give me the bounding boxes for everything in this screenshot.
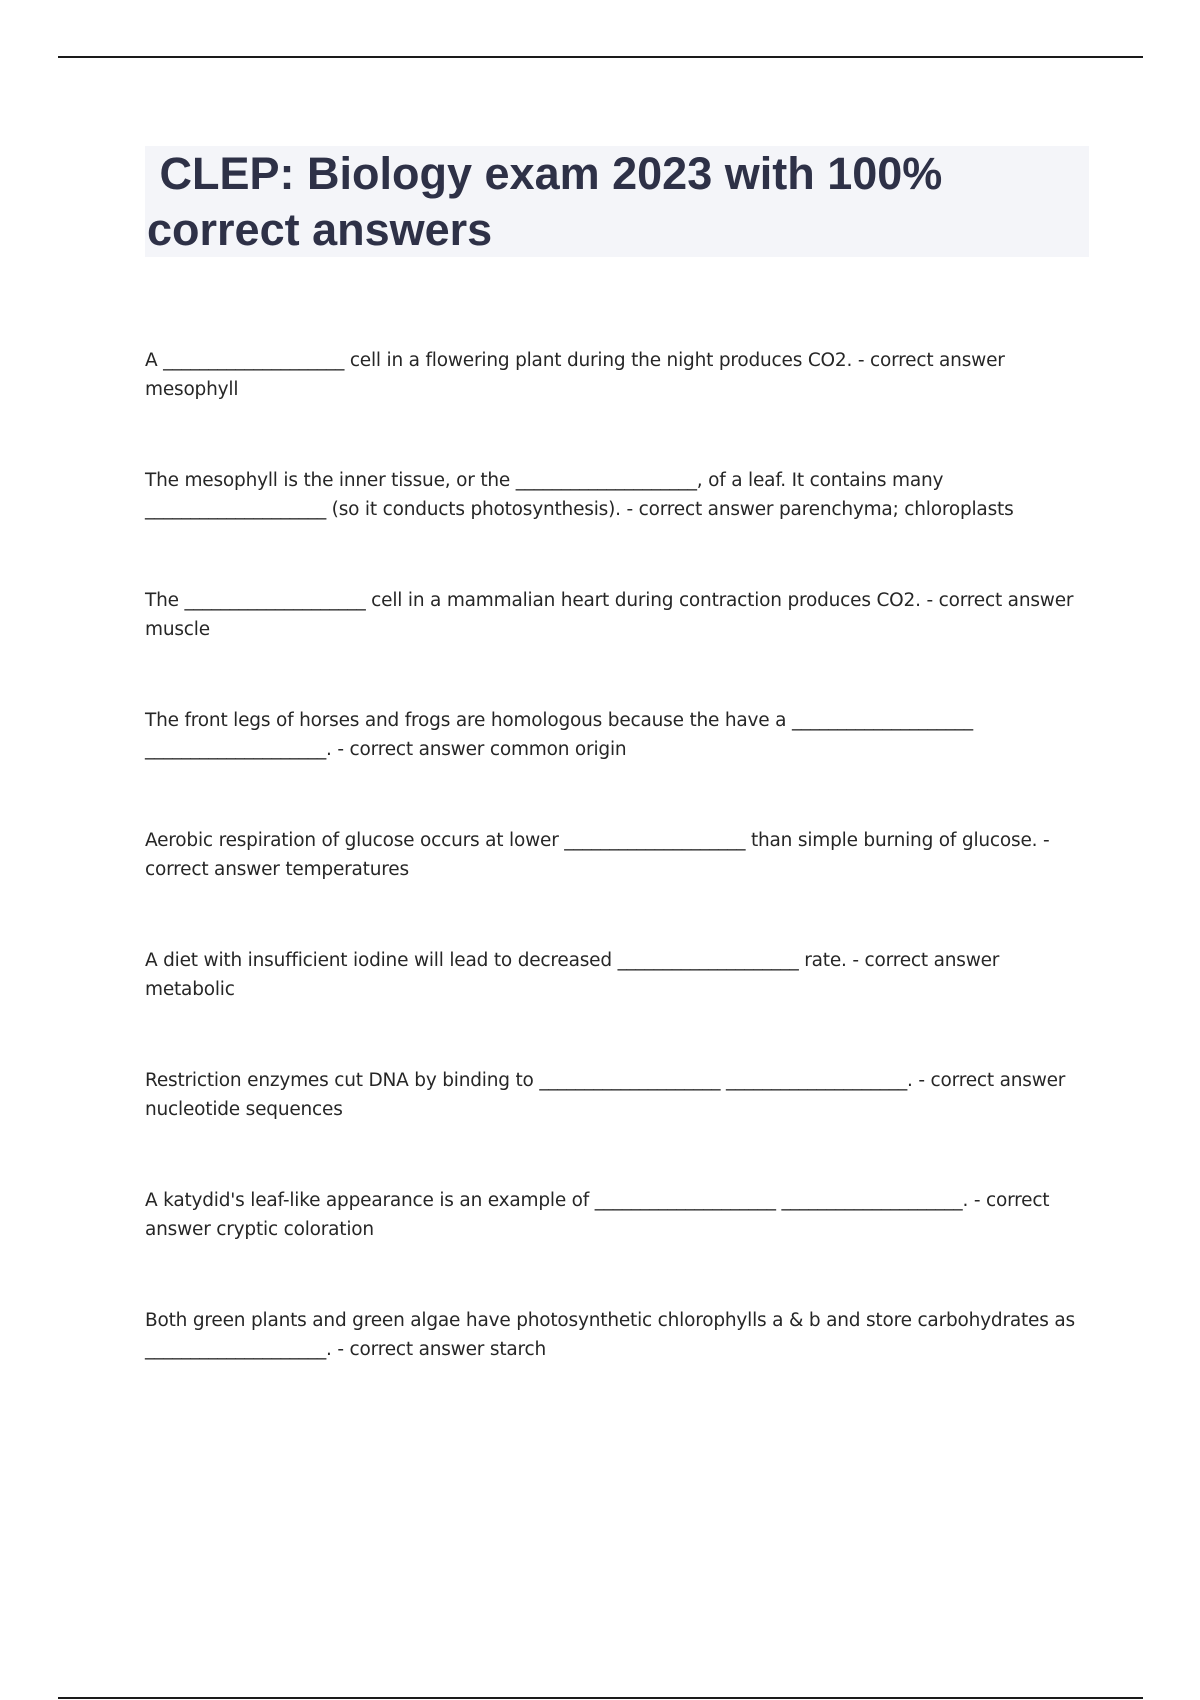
question-item: Aerobic respiration of glucose occurs at lower ____________________ than simple burning of glucose. - correct answer temperatures <box>145 830 1050 880</box>
question-item: Both green plants and green algae have photosynthetic chlorophylls a & b and store carbohydrates as ____________________. - correct answer starch <box>145 1310 1075 1360</box>
document-title: CLEP: Biology exam 2023 with 100% correct answers <box>147 148 955 255</box>
question-item: The front legs of horses and frogs are homologous because the have a ____________________ ____________________. - correct answer common origin <box>145 710 973 760</box>
top-rule <box>58 56 1143 58</box>
question-item: The ____________________ cell in a mammalian heart during contraction produces CO2. - correct answer muscle <box>145 590 1074 640</box>
bottom-rule <box>58 1697 1143 1699</box>
question-item: The mesophyll is the inner tissue, or the ____________________, of a leaf. It contains many ____________________ (so it conducts photosynthesis). - correct answer parenchyma; chloroplasts <box>145 470 1014 520</box>
question-item: A ____________________ cell in a flowering plant during the night produces CO2. - correct answer mesophyll <box>145 350 1005 400</box>
question-item: A katydid's leaf-like appearance is an example of ____________________ ____________________. - correct answer cryptic coloration <box>145 1190 1050 1240</box>
question-item: A diet with insufficient iodine will lead to decreased ____________________ rate. - correct answer metabolic <box>145 950 1000 1000</box>
question-item: Restriction enzymes cut DNA by binding to ____________________ ____________________. - correct answer nucleotide sequences <box>145 1070 1066 1120</box>
